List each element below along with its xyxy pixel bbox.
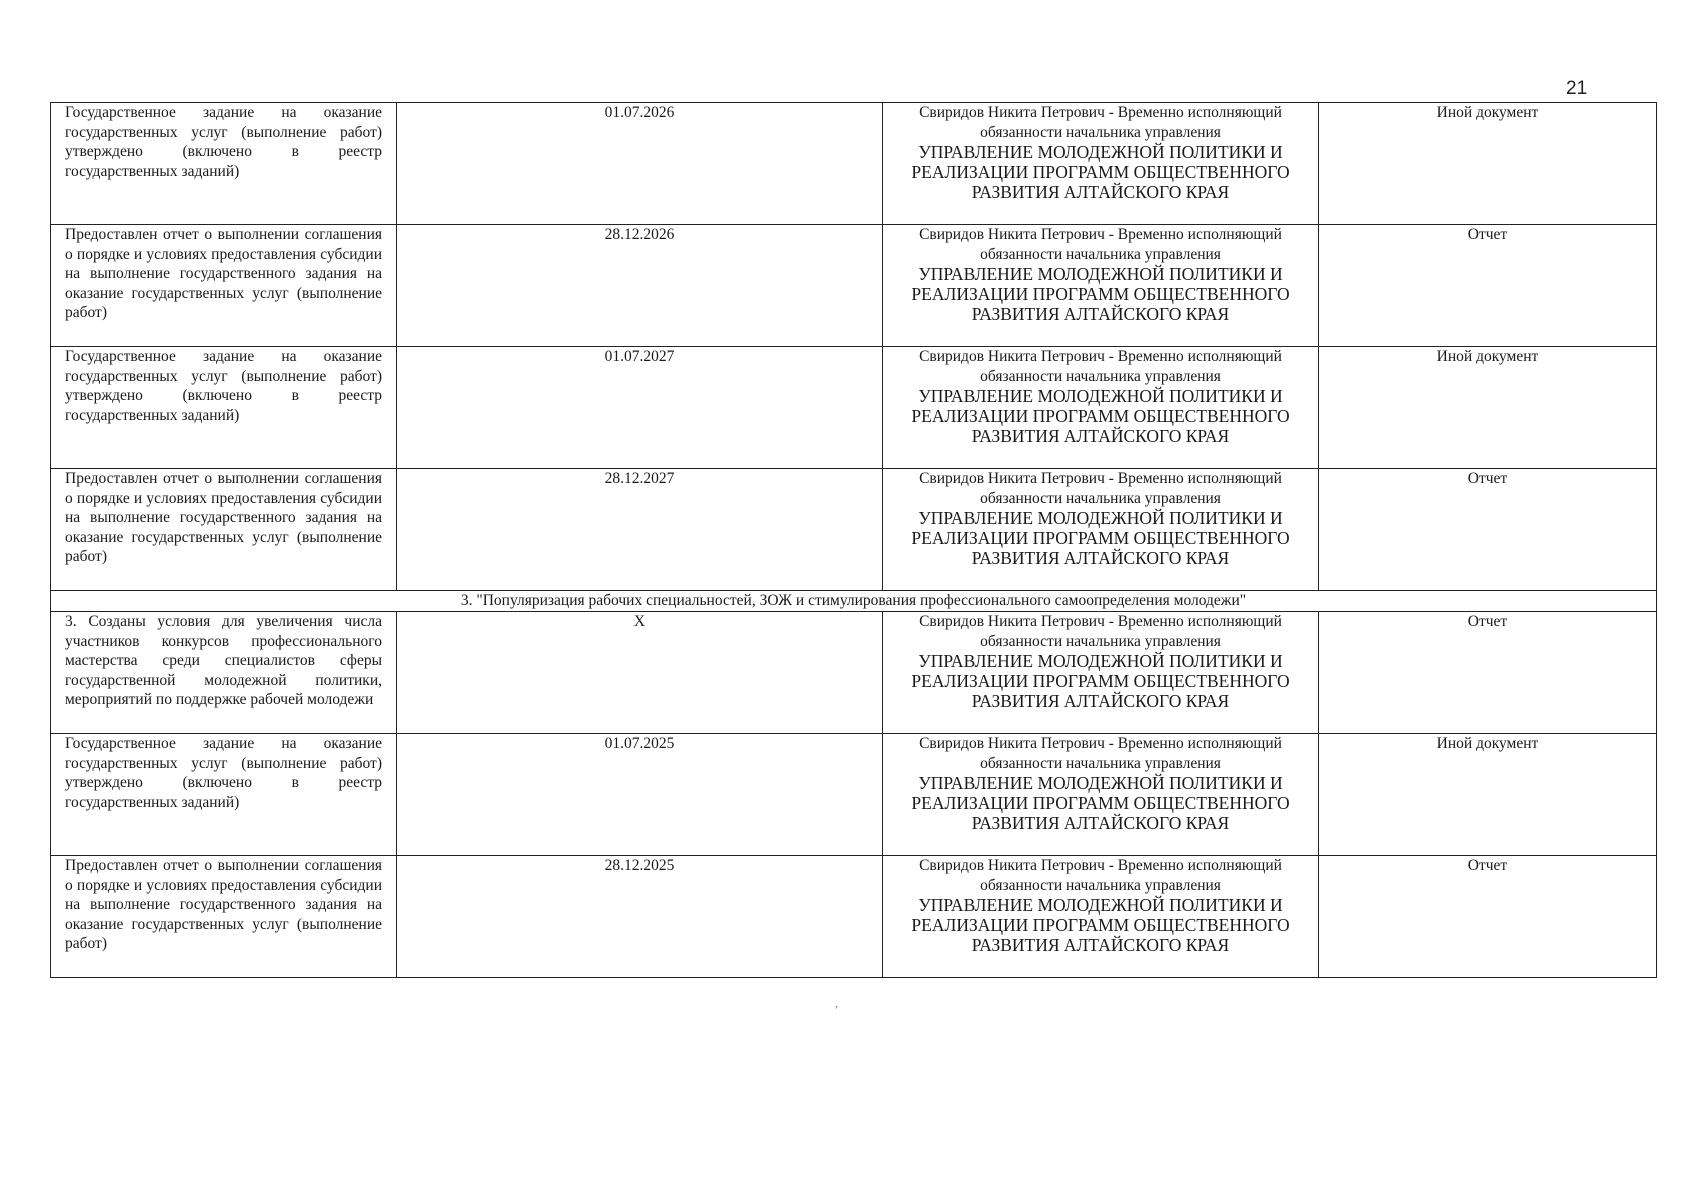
responsible-cell bbox=[883, 469, 1319, 591]
responsible-person: Свиридов Никита Петрович - Временно исполняющий обязанности начальника управления bbox=[919, 613, 1282, 650]
responsible-cell bbox=[883, 225, 1319, 347]
table-row bbox=[51, 225, 1657, 347]
responsible-person: Свиридов Никита Петрович - Временно исполняющий обязанности начальника управления bbox=[919, 348, 1282, 385]
event-cell: Государственное задание на оказание государственных услуг (выполнение работ) утверждено (включено в реестр государственных заданий) bbox=[51, 103, 397, 225]
event-cell: Предоставлен отчет о выполнении соглашения о порядке и условиях предоставления субсидии на выполнение государственного задания на оказание государственных услуг (выполнение работ) bbox=[51, 225, 397, 347]
event-cell: Предоставлен отчет о выполнении соглашения о порядке и условиях предоставления субсидии на выполнение государственного задания на оказание государственных услуг (выполнение работ) bbox=[51, 469, 397, 591]
responsible-cell bbox=[883, 612, 1319, 734]
event-cell: Государственное задание на оказание государственных услуг (выполнение работ) утверждено (включено в реестр государственных заданий) bbox=[51, 347, 397, 469]
document-type-cell: Иной документ bbox=[1319, 734, 1657, 856]
event-cell: Предоставлен отчет о выполнении соглашения о порядке и условиях предоставления субсидии на выполнение государственного задания на оказание государственных услуг (выполнение работ) bbox=[51, 856, 397, 978]
responsible-cell bbox=[883, 734, 1319, 856]
control-points-table bbox=[50, 102, 1657, 978]
table-row bbox=[51, 347, 1657, 469]
responsible-cell bbox=[883, 347, 1319, 469]
table-row bbox=[51, 734, 1657, 856]
date-cell: 28.12.2027 bbox=[397, 469, 883, 591]
event-cell: Государственное задание на оказание государственных услуг (выполнение работ) утверждено (включено в реестр государственных заданий) bbox=[51, 734, 397, 856]
responsible-person: Свиридов Никита Петрович - Временно исполняющий обязанности начальника управления bbox=[919, 226, 1282, 263]
responsible-person: Свиридов Никита Петрович - Временно исполняющий обязанности начальника управления bbox=[919, 470, 1282, 507]
table-row bbox=[51, 469, 1657, 591]
date-cell: X bbox=[397, 612, 883, 734]
responsible-cell bbox=[883, 856, 1319, 978]
document-type-cell: Отчет bbox=[1319, 469, 1657, 591]
responsible-person: Свиридов Никита Петрович - Временно исполняющий обязанности начальника управления bbox=[919, 735, 1282, 772]
table-row bbox=[51, 612, 1657, 734]
section-title: 3. "Популяризация рабочих специальностей, ЗОЖ и стимулирования профессионального самоопределения молодежи" bbox=[51, 591, 1657, 612]
responsible-organization: УПРАВЛЕНИЕ МОЛОДЕЖНОЙ ПОЛИТИКИ И РЕАЛИЗАЦИИ ПРОГРАММ ОБЩЕСТВЕННОГО РАЗВИТИЯ АЛТАЙСКОГО КРАЯ bbox=[911, 264, 1290, 324]
date-cell: 28.12.2026 bbox=[397, 225, 883, 347]
section-header-row bbox=[51, 591, 1657, 612]
scan-artifact: ’ bbox=[835, 1005, 839, 1016]
document-type-cell: Отчет bbox=[1319, 225, 1657, 347]
event-cell: 3. Созданы условия для увеличения числа участников конкурсов профессионального мастерства среди специалистов сферы государственной молодежной политики, мероприятий по поддержке рабочей молодежи bbox=[51, 612, 397, 734]
date-cell: 01.07.2025 bbox=[397, 734, 883, 856]
date-cell: 01.07.2027 bbox=[397, 347, 883, 469]
document-type-cell: Отчет bbox=[1319, 856, 1657, 978]
document-type-cell: Иной документ bbox=[1319, 347, 1657, 469]
responsible-cell bbox=[883, 103, 1319, 225]
document-type-cell: Иной документ bbox=[1319, 103, 1657, 225]
responsible-person: Свиридов Никита Петрович - Временно исполняющий обязанности начальника управления bbox=[919, 104, 1282, 141]
date-cell: 01.07.2026 bbox=[397, 103, 883, 225]
table-row bbox=[51, 103, 1657, 225]
responsible-organization: УПРАВЛЕНИЕ МОЛОДЕЖНОЙ ПОЛИТИКИ И РЕАЛИЗАЦИИ ПРОГРАММ ОБЩЕСТВЕННОГО РАЗВИТИЯ АЛТАЙСКОГО КРАЯ bbox=[911, 142, 1290, 202]
date-cell: 28.12.2025 bbox=[397, 856, 883, 978]
responsible-organization: УПРАВЛЕНИЕ МОЛОДЕЖНОЙ ПОЛИТИКИ И РЕАЛИЗАЦИИ ПРОГРАММ ОБЩЕСТВЕННОГО РАЗВИТИЯ АЛТАЙСКОГО КРАЯ bbox=[911, 651, 1290, 711]
responsible-organization: УПРАВЛЕНИЕ МОЛОДЕЖНОЙ ПОЛИТИКИ И РЕАЛИЗАЦИИ ПРОГРАММ ОБЩЕСТВЕННОГО РАЗВИТИЯ АЛТАЙСКОГО КРАЯ bbox=[911, 508, 1290, 568]
document-type-cell: Отчет bbox=[1319, 612, 1657, 734]
responsible-organization: УПРАВЛЕНИЕ МОЛОДЕЖНОЙ ПОЛИТИКИ И РЕАЛИЗАЦИИ ПРОГРАММ ОБЩЕСТВЕННОГО РАЗВИТИЯ АЛТАЙСКОГО КРАЯ bbox=[911, 386, 1290, 446]
table-row bbox=[51, 856, 1657, 978]
responsible-organization: УПРАВЛЕНИЕ МОЛОДЕЖНОЙ ПОЛИТИКИ И РЕАЛИЗАЦИИ ПРОГРАММ ОБЩЕСТВЕННОГО РАЗВИТИЯ АЛТАЙСКОГО КРАЯ bbox=[911, 895, 1290, 955]
responsible-organization: УПРАВЛЕНИЕ МОЛОДЕЖНОЙ ПОЛИТИКИ И РЕАЛИЗАЦИИ ПРОГРАММ ОБЩЕСТВЕННОГО РАЗВИТИЯ АЛТАЙСКОГО КРАЯ bbox=[911, 773, 1290, 833]
responsible-person: Свиридов Никита Петрович - Временно исполняющий обязанности начальника управления bbox=[919, 857, 1282, 894]
page-number: 21 bbox=[1566, 78, 1588, 99]
